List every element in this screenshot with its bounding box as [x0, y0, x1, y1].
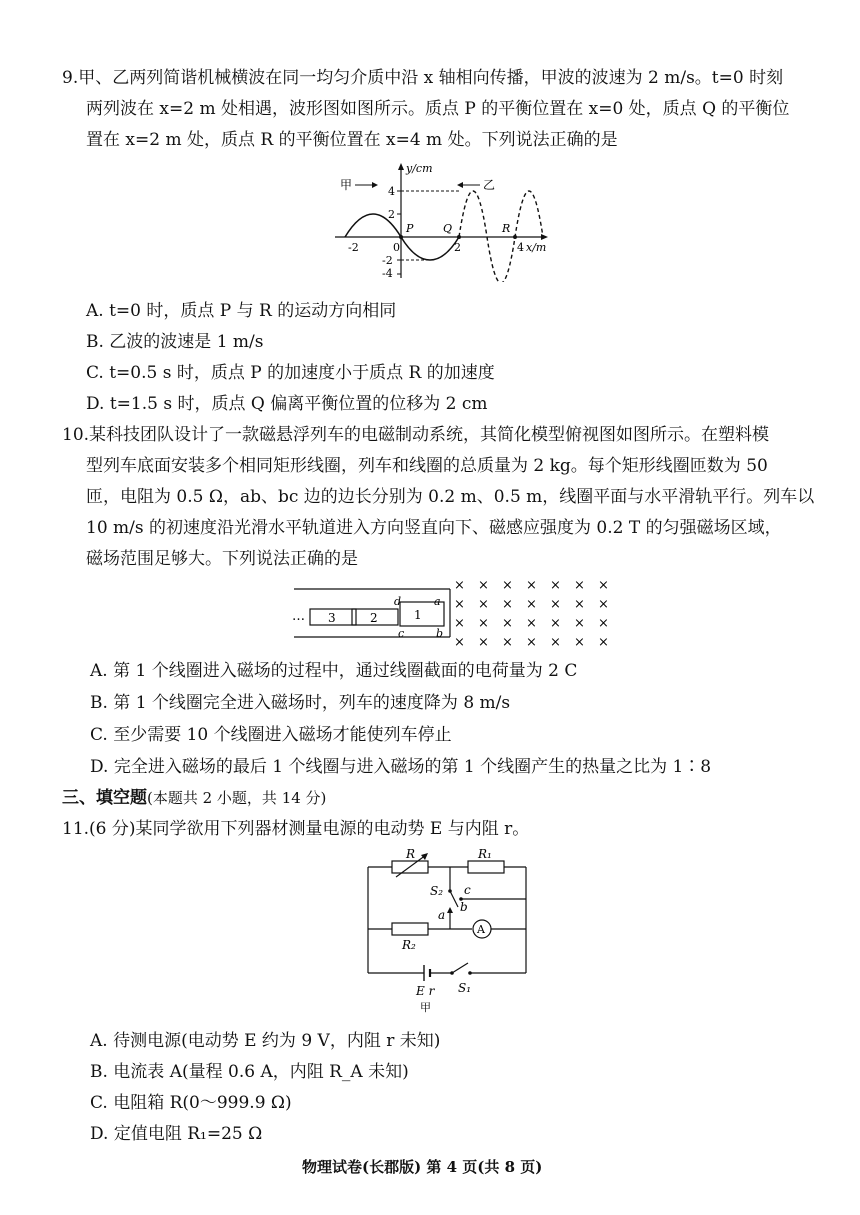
svg-text:×: ×: [478, 616, 489, 631]
corner-d: d: [394, 595, 402, 608]
x-axis-label: x/m: [526, 241, 547, 254]
switch-s2-blade: [450, 891, 458, 907]
x-tick-neg2: -2: [348, 241, 359, 254]
y-tick-neg2: -2: [382, 254, 393, 267]
coil-2-label: 2: [370, 611, 378, 625]
x-tick-0: 0: [393, 241, 400, 254]
svg-text:×: ×: [574, 578, 585, 593]
label-r: R: [406, 847, 416, 861]
y-tick-2: 2: [388, 208, 395, 221]
label-jia: 甲: [340, 178, 353, 192]
svg-text:×: ×: [526, 578, 537, 593]
wave-figure: [330, 160, 560, 282]
q11-option-d: D. 定值电阻 R₁=25 Ω: [90, 1124, 263, 1144]
q10-option-c: C. 至少需要 10 个线圈进入磁场才能使列车停止: [90, 725, 452, 745]
svg-text:×: ×: [598, 616, 609, 631]
svg-text:×: ×: [502, 597, 513, 612]
q10-line-3: 匝，电阻为 0.5 Ω，ab、bc 边的边长分别为 0.2 m、0.5 m，线圈平面与水平滑轨平行。列车以: [86, 487, 815, 507]
svg-text:×: ×: [502, 578, 513, 593]
svg-text:×: ×: [598, 635, 609, 647]
svg-text:×: ×: [550, 597, 561, 612]
svg-text:×: ×: [574, 597, 585, 612]
svg-text:×: ×: [454, 635, 465, 647]
svg-text:×: ×: [526, 616, 537, 631]
q9-option-a: A. t=0 时，质点 P 与 R 的运动方向相同: [86, 301, 397, 321]
svg-text:×: ×: [478, 597, 489, 612]
q11-option-c: C. 电阻箱 R(0～999.9 Ω): [90, 1093, 292, 1113]
coil-1-label: 1: [414, 608, 422, 622]
q10-line-1: 10.某科技团队设计了一款磁悬浮列车的电磁制动系统，其简化模型俯视图如图所示。在塑料模: [62, 425, 770, 445]
arrow-left-icon: [457, 182, 463, 188]
label-r1: R₁: [478, 847, 492, 861]
x-axis-arrow-icon: [541, 234, 548, 240]
q10-option-b: B. 第 1 个线圈完全进入磁场时，列车的速度降为 8 m/s: [90, 693, 511, 713]
label-s2: S₂: [430, 884, 444, 898]
page-footer: 物理试卷(长郡版) 第 4 页(共 8 页): [302, 1158, 543, 1176]
x-tick-2: 2: [454, 241, 461, 254]
svg-text:×: ×: [502, 616, 513, 631]
label-b: b: [460, 900, 468, 914]
variable-arrow-icon: [421, 853, 428, 860]
y-axis-arrow-icon: [398, 163, 404, 170]
ammeter-label: A: [477, 923, 485, 936]
svg-text:×: ×: [454, 578, 465, 593]
q9-option-c: C. t=0.5 s 时，质点 P 的加速度小于质点 R 的加速度: [86, 363, 495, 383]
q11-option-b: B. 电流表 A(量程 0.6 A，内阻 R_A 未知): [90, 1062, 409, 1082]
label-r: R: [502, 222, 511, 235]
switch-s1-blade: [452, 963, 468, 973]
svg-text:×: ×: [550, 616, 561, 631]
label-r2: R₂: [402, 938, 416, 952]
section-3-title: 三、填空题: [62, 788, 147, 808]
point-p-dot: [399, 235, 403, 239]
svg-text:×: ×: [526, 597, 537, 612]
coil-3-label: 3: [328, 611, 336, 625]
corner-c: c: [398, 627, 405, 640]
q9-line-2: 两列波在 x=2 m 处相遇，波形图如图所示。质点 P 的平衡位置在 x=0 处，质点 Q 的平衡位: [86, 99, 790, 119]
svg-text:×: ×: [574, 635, 585, 647]
corner-b: b: [436, 627, 444, 640]
q9-option-b: B. 乙波的波速是 1 m/s: [86, 332, 264, 352]
svg-text:×: ×: [574, 616, 585, 631]
svg-text:×: ×: [478, 578, 489, 593]
y-tick-4: 4: [388, 185, 395, 198]
y-axis-label: y/cm: [406, 162, 433, 175]
train-ellipsis: …: [292, 609, 305, 624]
figure-caption: 甲: [420, 1001, 431, 1013]
label-battery: E r: [416, 984, 435, 998]
resistor-r1: [468, 861, 504, 873]
label-yi: 乙: [483, 178, 496, 192]
q9-option-d: D. t=1.5 s 时，质点 Q 偏离平衡位置的位移为 2 cm: [86, 394, 488, 414]
corner-a: a: [434, 595, 441, 608]
q10-line-2: 型列车底面安装多个相同矩形线圈，列车和线圈的总质量为 2 kg。每个矩形线圈匝数为 50: [86, 456, 768, 476]
label-s1: S₁: [458, 981, 472, 995]
svg-text:×: ×: [550, 635, 561, 647]
section-3-heading: [62, 787, 326, 809]
q10-line-4: 10 m/s 的初速度沿光滑水平轨道进入方向竖直向下、磁感应强度为 0.2 T 的匀强磁场区域，: [86, 518, 782, 538]
label-p: P: [406, 222, 414, 235]
label-a: a: [438, 908, 446, 922]
y-tick-neg4: -4: [382, 267, 393, 280]
svg-text:×: ×: [598, 597, 609, 612]
label-q: Q: [443, 222, 453, 235]
svg-text:×: ×: [526, 635, 537, 647]
q9-line-3: 置在 x=2 m 处，质点 R 的平衡位置在 x=4 m 处。下列说法正确的是: [86, 130, 618, 150]
svg-text:×: ×: [478, 635, 489, 647]
label-c: c: [464, 883, 471, 897]
q10-option-d: D. 完全进入磁场的最后 1 个线圈与进入磁场的第 1 个线圈产生的热量之比为 1∶8: [90, 757, 712, 777]
q10-option-a: A. 第 1 个线圈进入磁场的过程中，通过线圈截面的电荷量为 2 C: [90, 661, 578, 681]
svg-text:×: ×: [598, 578, 609, 593]
magnetic-field-marks: [454, 578, 609, 647]
arrow-right-icon: [372, 182, 378, 188]
section-3-note: (本题共 2 小题，共 14 分): [147, 789, 327, 807]
svg-text:×: ×: [502, 635, 513, 647]
q10-line-5: 磁场范围足够大。下列说法正确的是: [86, 549, 358, 569]
svg-text:×: ×: [550, 578, 561, 593]
circuit-figure: [360, 845, 535, 1013]
point-q-dot: [457, 235, 461, 239]
q11-line: 11.(6 分)某同学欲用下列器材测量电源的电动势 E 与内阻 r。: [62, 819, 530, 839]
point-r-dot: [513, 235, 517, 239]
svg-text:×: ×: [454, 597, 465, 612]
svg-text:×: ×: [454, 616, 465, 631]
q11-option-a: A. 待测电源(电动势 E 约为 9 V，内阻 r 未知): [90, 1031, 441, 1051]
maglev-figure: [286, 575, 616, 647]
q9-line-1: 9.甲、乙两列简谐机械横波在同一均匀介质中沿 x 轴相向传播，甲波的波速为 2 m/s。t=0 时刻: [62, 68, 784, 88]
resistor-r2: [392, 923, 428, 935]
x-tick-4: 4: [517, 241, 524, 254]
